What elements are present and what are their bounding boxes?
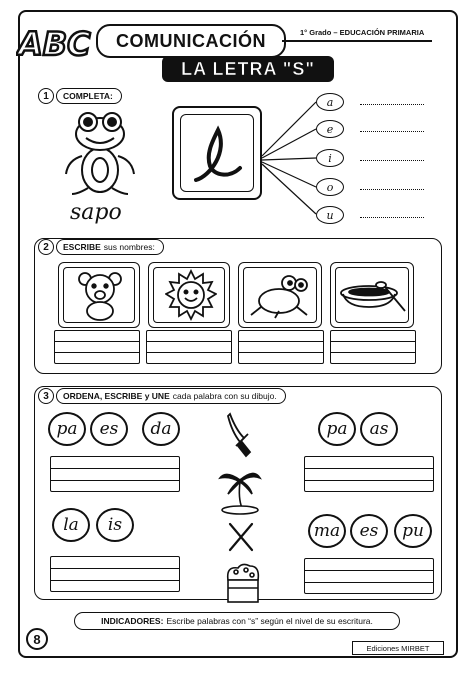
letter-s-card xyxy=(172,106,262,200)
sword-icon xyxy=(222,412,256,460)
page-number: 8 xyxy=(26,628,48,650)
connector-arrows xyxy=(258,96,322,220)
write-lines-bottom-right[interactable] xyxy=(304,558,434,594)
cursive-s-letter xyxy=(188,118,248,190)
write-lines-top-right[interactable] xyxy=(304,456,434,492)
syllable-es: es xyxy=(90,412,128,446)
bear-icon xyxy=(77,271,123,321)
vowel-e: e xyxy=(316,120,344,138)
write-lines-top-left[interactable] xyxy=(50,456,180,492)
header-rule xyxy=(282,40,432,42)
picture-box-frog xyxy=(238,262,322,328)
picture-box-sun xyxy=(148,262,230,328)
answer-line-e[interactable] xyxy=(360,131,424,132)
syllable-da: da xyxy=(142,412,180,446)
section-1-label-text: COMPLETA: xyxy=(63,91,113,101)
answer-line-i[interactable] xyxy=(360,160,424,161)
section-1-label xyxy=(56,88,122,104)
sponge-cake-icon xyxy=(220,560,264,604)
x-mark-icon xyxy=(226,520,256,554)
syllable-is: is xyxy=(96,508,134,542)
syllable-pa: pa xyxy=(48,412,86,446)
vowel-a: a xyxy=(316,93,344,111)
subject-title: COMUNICACIÓN xyxy=(96,24,286,58)
answer-line-u[interactable] xyxy=(360,217,424,218)
page-title: LA LETRA "S" xyxy=(181,58,315,79)
sun-icon xyxy=(165,269,217,323)
plate-with-spoon-icon xyxy=(337,277,409,317)
write-lines-bottom-left[interactable] xyxy=(50,556,180,592)
section-3-label-rest: cada palabra con su dibujo. xyxy=(172,391,277,401)
island-icon xyxy=(218,464,262,516)
indicator-banner xyxy=(74,612,400,630)
frog-icon xyxy=(60,108,140,200)
vowel-i: i xyxy=(316,149,344,167)
syllable-as: as xyxy=(360,412,398,446)
abc-logo xyxy=(16,22,96,62)
vowel-u: u xyxy=(316,206,344,224)
syllable-pu: pu xyxy=(394,514,432,548)
grade-label: 1° Grado – EDUCACIÓN PRIMARIA xyxy=(300,28,425,37)
picture-box-plate xyxy=(330,262,414,328)
syllable-es: es xyxy=(350,514,388,548)
indicator-label: INDICADORES: xyxy=(101,616,164,626)
frog-icon xyxy=(249,273,311,319)
section-3-label xyxy=(56,388,286,404)
answer-line-o[interactable] xyxy=(360,189,424,190)
write-lines-frog[interactable] xyxy=(238,330,324,364)
section-3-label-bold: ORDENA, ESCRIBE y UNE xyxy=(63,391,170,401)
write-lines-sun[interactable] xyxy=(146,330,232,364)
indicator-text: Escribe palabras con “s” según el nivel de su escritura. xyxy=(166,616,373,626)
answer-line-a[interactable] xyxy=(360,104,424,105)
publisher-label: Ediciones MIRBET xyxy=(352,641,444,655)
write-lines-plate[interactable] xyxy=(330,330,416,364)
section-2-label xyxy=(56,239,164,255)
section-2-number: 2 xyxy=(38,239,54,255)
syllable-la: la xyxy=(52,508,90,542)
section-3-number: 3 xyxy=(38,388,54,404)
word-sapo: sapo xyxy=(70,200,122,225)
section-1-number: 1 xyxy=(38,88,54,104)
svg-text:ABC: ABC xyxy=(18,25,91,62)
vowel-o: o xyxy=(316,178,344,196)
title-banner xyxy=(162,56,334,82)
picture-box-bear xyxy=(58,262,140,328)
section-2-label-bold: ESCRIBE xyxy=(63,242,101,252)
write-lines-bear[interactable] xyxy=(54,330,140,364)
syllable-pa: pa xyxy=(318,412,356,446)
syllable-ma: ma xyxy=(308,514,346,548)
section-2-label-rest: sus nombres: xyxy=(103,242,155,252)
